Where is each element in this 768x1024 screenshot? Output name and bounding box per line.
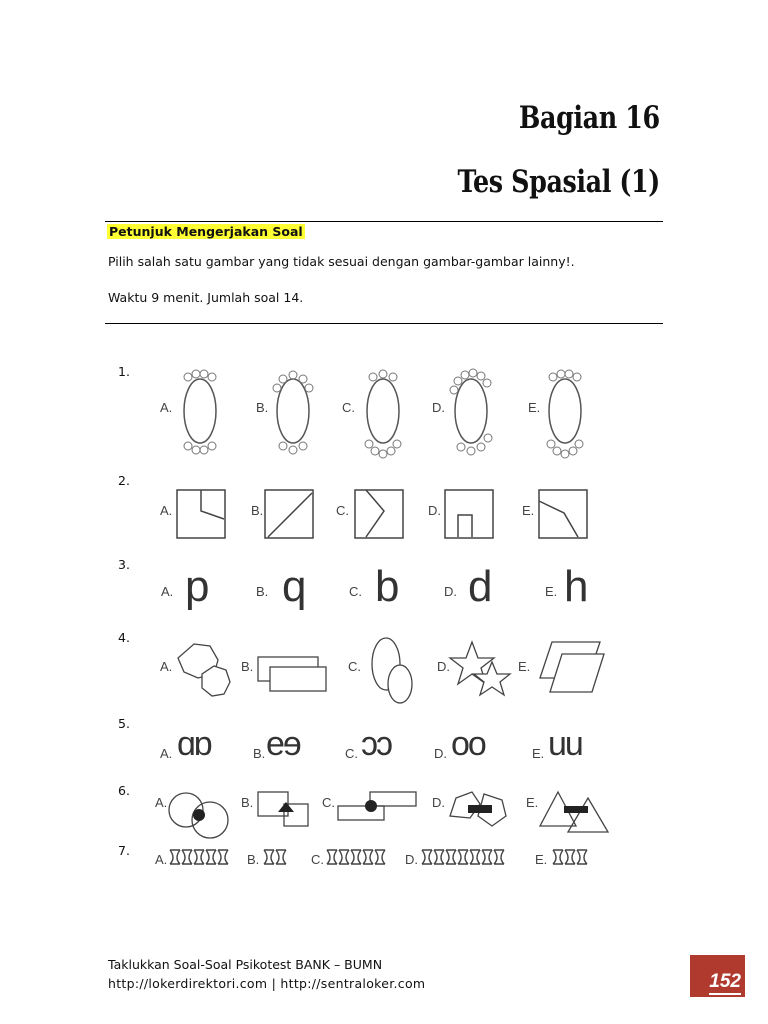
option-label: D. [428, 503, 441, 518]
q6-figure-c [336, 790, 420, 826]
question-number: 7. [118, 843, 130, 858]
q2-figure-e [538, 489, 588, 539]
option-label: B. [256, 400, 269, 415]
q7-figure-c [325, 848, 393, 866]
q3-figure-a: p [185, 562, 210, 611]
q5-figure-c: ɔɔ [361, 725, 391, 763]
option-label: C. [348, 659, 361, 674]
instructions-time: Waktu 9 menit. Jumlah soal 14. [108, 290, 304, 305]
option-label: B. [241, 795, 254, 810]
q5-figure-e: uu [548, 725, 582, 763]
divider-top [105, 221, 663, 222]
q5-figure-b: eɘ [266, 725, 300, 763]
q3-figure-e: h [564, 562, 589, 611]
question-number: 2. [118, 473, 130, 488]
option-label: D. [432, 795, 445, 810]
q2-figure-a [176, 489, 226, 539]
option-label: E. [522, 503, 535, 518]
q1-figure-e [540, 366, 590, 462]
q6-figure-b [256, 790, 312, 830]
option-label: A. [155, 852, 168, 867]
question-number: 5. [118, 716, 130, 731]
instructions-heading: Petunjuk Mengerjakan Soal [109, 224, 303, 239]
q1-figure-c [358, 366, 408, 462]
option-label: D. [432, 400, 445, 415]
page-subtitle: Tes Spasial (1) [457, 164, 660, 200]
q4-figure-e [534, 640, 606, 696]
option-label: D. [437, 659, 450, 674]
option-label: A. [160, 503, 173, 518]
q3-figure-c: b [375, 562, 400, 611]
option-label: C. [336, 503, 349, 518]
option-label: B. [247, 852, 260, 867]
option-label: C. [349, 584, 362, 599]
option-label: E. [528, 400, 541, 415]
q1-figure-d [446, 366, 496, 462]
option-label: E. [526, 795, 539, 810]
option-label: C. [342, 400, 355, 415]
option-label: B. [251, 503, 264, 518]
option-label: D. [444, 584, 457, 599]
q7-figure-d [420, 848, 512, 866]
option-label: A. [160, 746, 173, 761]
q1-figure-a [175, 366, 225, 462]
option-label: A. [160, 659, 173, 674]
q3-figure-d: d [468, 562, 493, 611]
q2-figure-c [354, 489, 404, 539]
q7-figure-b [262, 848, 294, 866]
option-label: A. [155, 795, 168, 810]
q4-figure-a [176, 642, 236, 698]
page-number: 152 [709, 971, 741, 995]
question-number: 4. [118, 630, 130, 645]
divider-bottom [105, 323, 663, 324]
q2-figure-d [444, 489, 494, 539]
option-label: B. [253, 746, 266, 761]
q4-figure-d [450, 640, 514, 700]
option-label: B. [256, 584, 269, 599]
option-label: C. [311, 852, 324, 867]
option-label: E. [518, 659, 531, 674]
option-label: E. [535, 852, 548, 867]
option-label: A. [160, 400, 173, 415]
q6-figure-e [540, 790, 610, 836]
footer-title: Taklukkan Soal-Soal Psikotest BANK – BUMN [108, 957, 383, 972]
question-number: 1. [118, 364, 130, 379]
q2-figure-b [264, 489, 314, 539]
option-label: A. [161, 584, 174, 599]
option-label: B. [241, 659, 254, 674]
q3-figure-b: q [282, 562, 307, 611]
q6-figure-d [444, 790, 516, 836]
option-label: E. [545, 584, 558, 599]
footer-links: http://lokerdirektori.com | http://sentraloker.com [108, 976, 426, 991]
question-number: 6. [118, 783, 130, 798]
q5-figure-a: ɑɒ [177, 725, 211, 763]
q4-figure-b [256, 655, 328, 695]
option-label: D. [434, 746, 447, 761]
q7-figure-a [168, 848, 236, 866]
option-label: C. [345, 746, 358, 761]
q6-figure-a [166, 790, 234, 840]
q7-figure-e [551, 848, 595, 866]
q1-figure-b [268, 366, 318, 462]
page-title: Bagian 16 [519, 100, 660, 136]
option-label: C. [322, 795, 335, 810]
instructions-text: Pilih salah satu gambar yang tidak sesuai dengan gambar-gambar lainny!. [108, 254, 575, 269]
question-number: 3. [118, 557, 130, 572]
option-label: D. [405, 852, 418, 867]
q4-figure-c [368, 636, 418, 704]
option-label: E. [532, 746, 545, 761]
q5-figure-d: oo [451, 725, 485, 763]
page-number-box [690, 955, 745, 997]
